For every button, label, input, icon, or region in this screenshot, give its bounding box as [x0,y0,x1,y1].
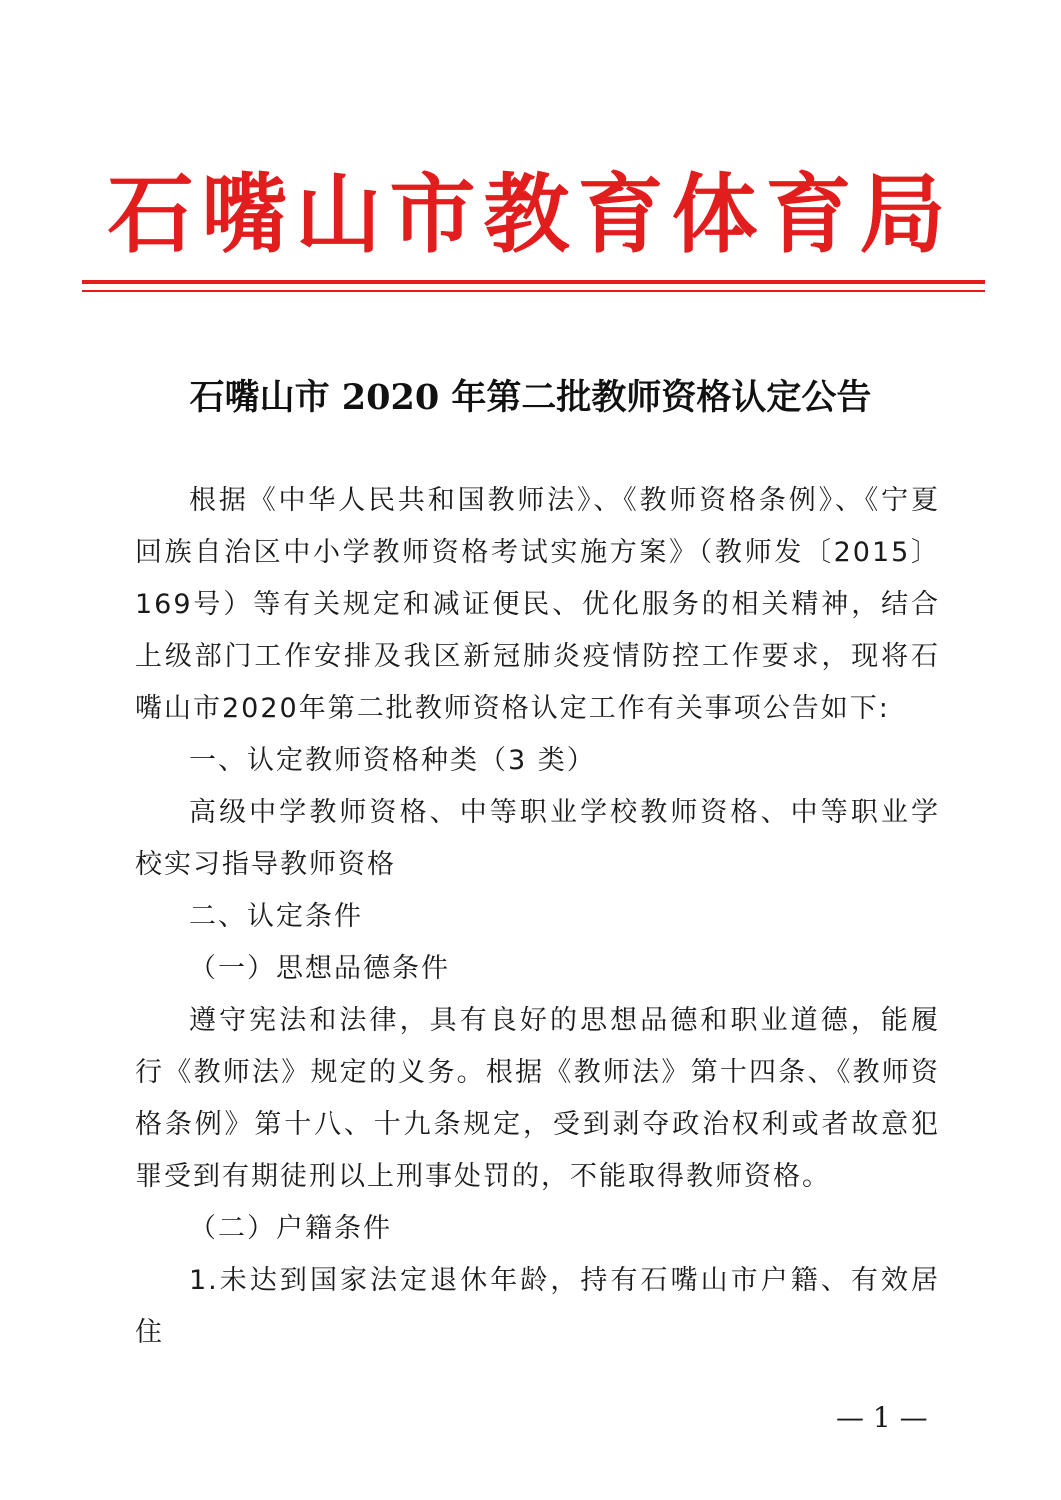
masthead-divider-thin [82,290,985,292]
subsection-heading-2: （二）户籍条件 [189,1213,392,1244]
certificate-types-paragraph: 高级中学教师资格、中等职业学校教师资格、中等职业学校实习指导教师资格 [135,797,940,880]
section-heading-1: 一、认定教师资格种类（3 类） [189,745,596,776]
document-title: 石嘴山市 2020 年第二批教师资格认定公告 [189,377,872,418]
document-body [135,475,940,1359]
section-heading-2: 二、认定条件 [189,901,363,932]
masthead-divider-thick [82,280,985,284]
agency-masthead: 石嘴山市教育体育局 [107,165,954,265]
residency-condition-item-1: 1.未达到国家法定退休年龄，持有石嘴山市户籍、有效居住 [135,1265,940,1348]
moral-conditions-paragraph: 遵守宪法和法律，具有良好的思想品德和职业道德，能履行《教师法》规定的义务。根据《教师法》第十四条、《教师资格条例》第十八、十九条规定，受到剥夺政治权利或者故意犯罪受到有期徒刑以上刑事处罚的，不能取得教师资格。 [135,1005,940,1192]
subsection-heading-1: （一）思想品德条件 [189,953,450,984]
intro-paragraph: 根据《中华人民共和国教师法》、《教师资格条例》、《宁夏回族自治区中小学教师资格考试实施方案》（教师发〔2015〕169号）等有关规定和减证便民、优化服务的相关精神，结合上级部门工作安排及我区新冠肺炎疫情防控工作要求，现将石嘴山市2020年第二批教师资格认定工作有关事项公告如下: [135,485,940,724]
page-number: — 1 — [836,1401,928,1434]
